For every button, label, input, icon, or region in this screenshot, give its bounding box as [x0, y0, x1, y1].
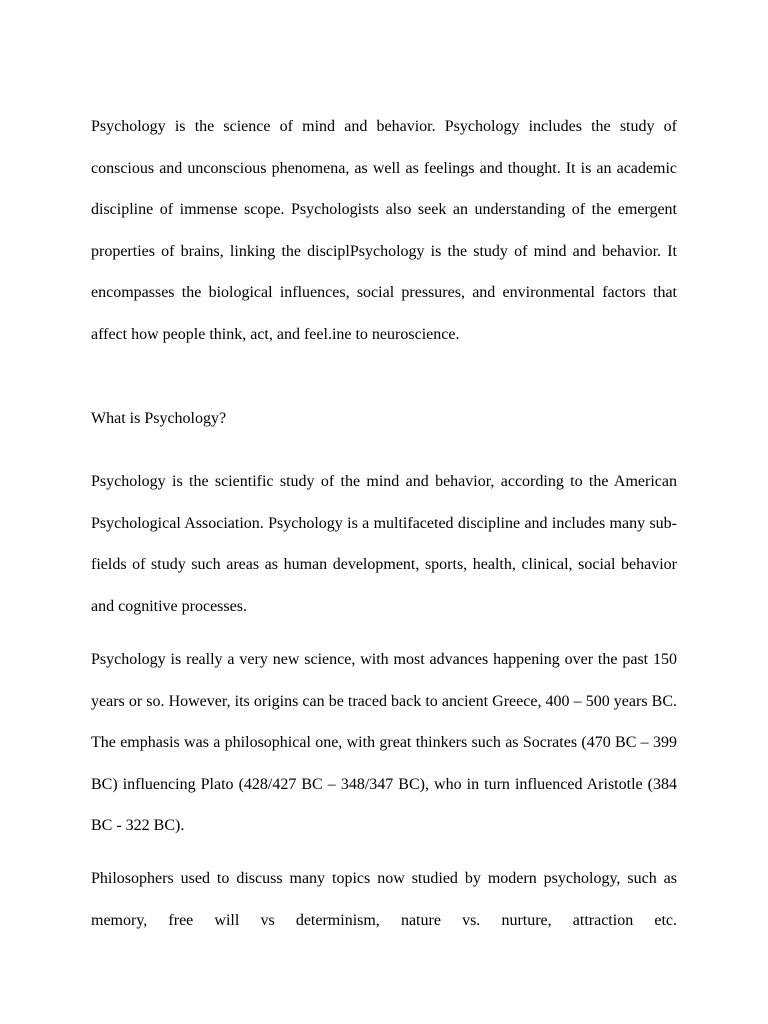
- section-heading: What is Psychology?: [91, 410, 227, 427]
- paragraph-intro: Psychology is the science of mind and behavior. Psychology includes the study of conscious and unconscious phenomena, as well as feelings and thought. It is an academic discipline of immense scope. Psychologists also seek an understanding of the emergent properties of brains, linking the disciplPsychology is the study of mind and behavior. It encompasses the biological influences, social pressures, and environmental factors that affect how people think, act, and feel.ine to neuroscience.: [91, 118, 677, 343]
- paragraph-history: Psychology is really a very new science, with most advances happening over the past 150 years or so. However, its origins can be traced back to ancient Greece, 400 – 500 years BC. The emphasis was a philosophical one, with great thinkers such as Socrates (470 BC – 399 BC) influencing Plato (428/427 BC – 348/347 BC), who in turn influenced Aristotle (384 BC - 322 BC).: [91, 651, 677, 835]
- paragraph-philosophers: Philosophers used to discuss many topics now studied by modern psychology, such as memory, free will vs determinism, nature vs. nurture, attraction etc.: [91, 870, 677, 929]
- paragraph-definition: Psychology is the scientific study of the mind and behavior, according to the American Psychological Association. Psychology is a multifaceted discipline and includes many sub-fields of study such areas as human development, sports, health, clinical, social behavior and cognitive processes.: [91, 473, 677, 615]
- document-page: [91, 0, 677, 1024]
